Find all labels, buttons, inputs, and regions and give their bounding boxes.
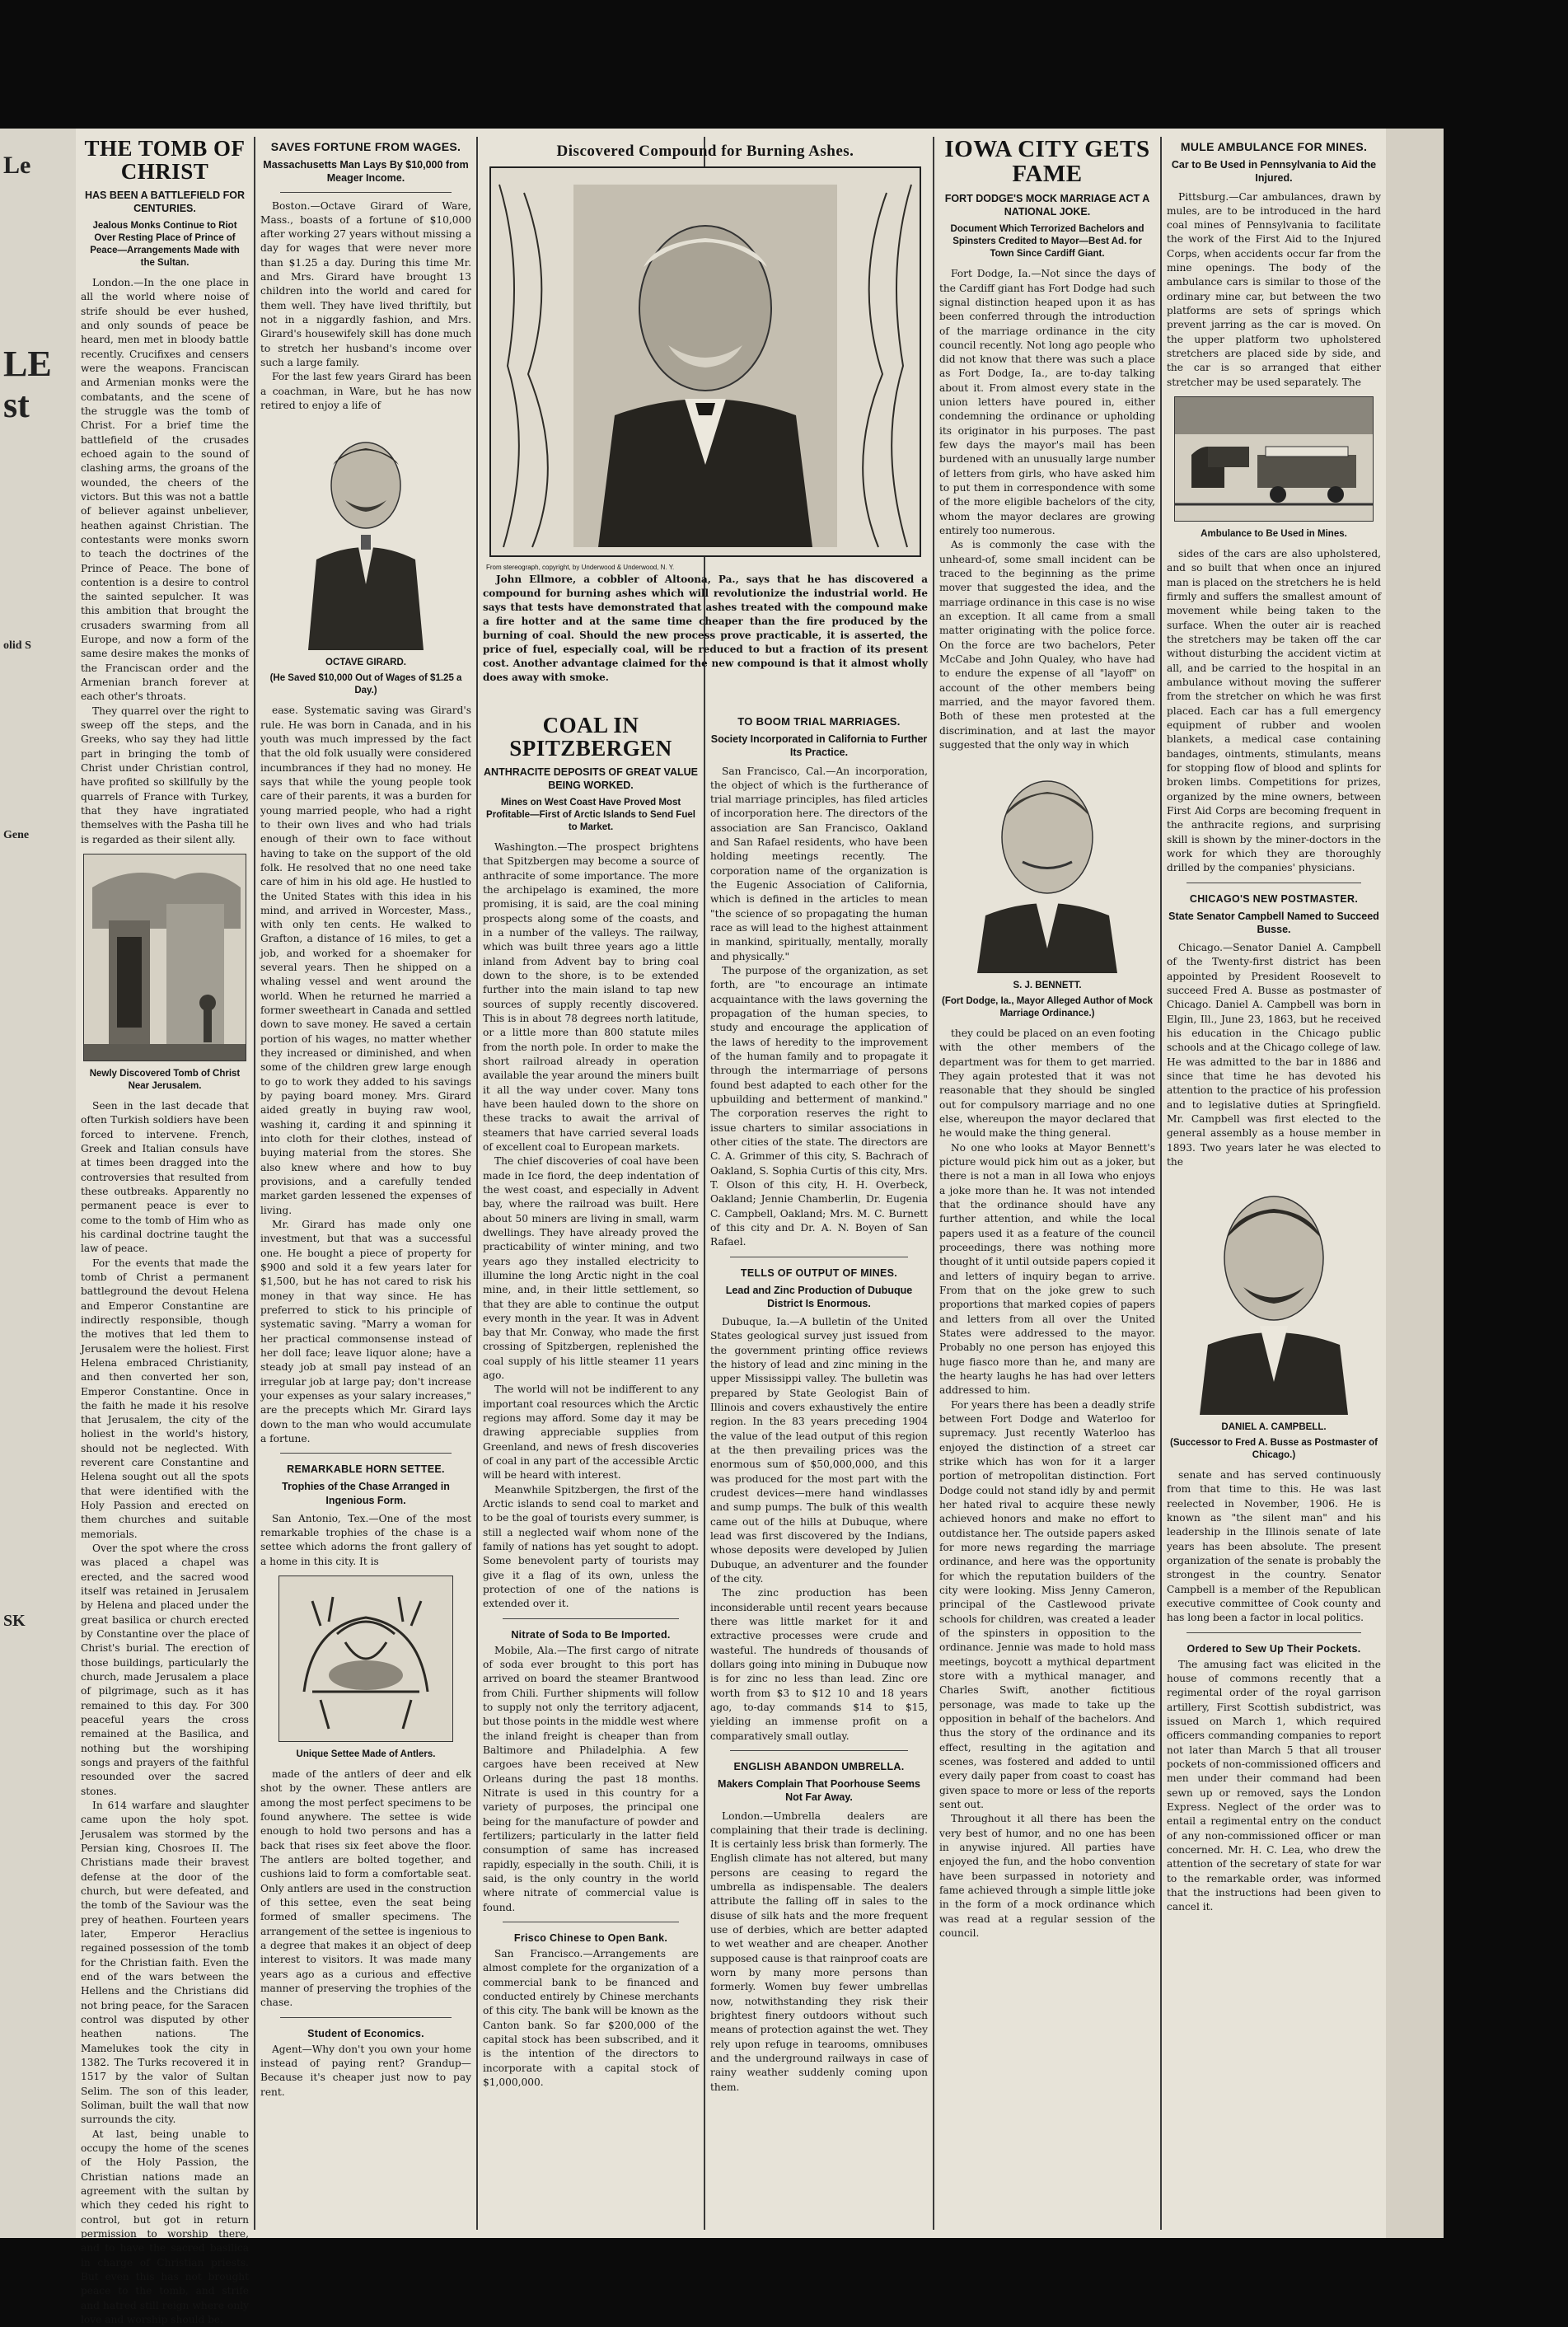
headline: REMARKABLE HORN SETTEE. bbox=[287, 1463, 445, 1476]
headline: Frisco Chinese to Open Bank. bbox=[513, 1931, 668, 1944]
article-paragraph: London.—In the one place in all the world where noise of strife should be ever hushed, and only sounds of peace be heard, men met in bloody battle recently. Crucifixes and censers were the weapons. Franciscan and Armenian monks were the combatants, and the scene of the struggle was the tomb of Christ. For a brief time the battlefield of the crusades echoed again to the sound of clashing arms, the groans of the wounded, the cheers of the victors. But this was not a battle of believer against unbeliever, heathen against Christian. The contestants were monks sworn to teach the doctrines of the Prince of Peace. The bone of contention is a desire to control the sainted sepulcher. It was this ambition that brought the crusaders swarming from all Europe, and now a form of the same desire makes the monks of the Franciscan order and the Armenian branch forever at each other's throats. bbox=[81, 276, 249, 703]
article-paragraph: The chief discoveries of coal have been made in Ice fiord, the deep indentation of the west coast, and especially in Advent bay, where the railroad was built. Here about 50 miners are living in small, warm dwellings. They have already proved the practicability of winter mining, and two years ago they installed electricity to illumine the long Arctic night in the coal mine, and, in their little settlement, so that they are able to continue the output every month in the year. It was in Advent bay that Mr. Conway, who made the first crossing of Spitzbergen, replenished the coal supply of his little steamer 11 years ago. bbox=[483, 1155, 699, 1382]
picture-caption: Ambulance to Be Used in Mines. bbox=[1201, 529, 1347, 540]
article-paragraph: As is commonly the case with the unheard-of, some small incident can be traced to the beginning as the prime mover that suggested the idea, and the marriage ordinance in this case is no wise an exception. It all came from a small matter originating with the police force. On the force are two bachelors, Peter McCabe and John Qualey, who have had to endure the expense of all "layoff" on account of the other members being married, and the mayor favored them. Both of these men protested at the discrimination, and at last the mayor suggested that the only way in which bbox=[939, 539, 1155, 751]
portrait-subcaption: (He Saved $10,000 Out of Wages of $1.25 a Day.) bbox=[269, 673, 462, 696]
subheadline: ANTHRACITE DEPOSITS OF GREAT VALUE BEING WORKED. bbox=[484, 766, 698, 791]
article-paragraph: San Antonio, Tex.—One of the most remarkable trophies of the chase is a settee which adorns the front gallery of a home in this city. It is bbox=[260, 1512, 471, 1567]
margin-fragment: Gene bbox=[3, 829, 30, 841]
subheadline: Car to Be Used in Pennsylvania to Aid the Injured. bbox=[1171, 159, 1377, 185]
subheadline: Massachusetts Man Lays By $10,000 from Meager Income. bbox=[263, 159, 469, 185]
article-paragraph: Fort Dodge, Ia.—Not since the days of the Cardiff giant has Fort Dodge had such signal distinction heaped upon it as has been conferred through the introduction of the marriage ordinance in the city council recently. Not long ago people who did not know that there was such a place as Fort Dodge, Ia., are to-day talking about it. From almost every state in the union letters have poured in, either condemning the ordinance or upholding its originator in his purposes. The past few days the mayor's mail has been burdened with an unusually large number of letters from girls, who have asked him to put them in correspondence with some of the more eligible bachelors of the city, whom the mayor declares are growing entirely too numerous. bbox=[939, 268, 1155, 537]
article-paragraph: Seen in the last decade that often Turkish soldiers have been forced to intervene. French, Greek and Italian consuls have at times been dragged into the controversies that resulted from these outbreaks. Apparently no permanent peace is ever to come to the tomb of Him who as his cardinal doctrine taught the law of peace. bbox=[81, 1099, 249, 1255]
portrait-caption: S. J. BENNETT. bbox=[1013, 981, 1082, 991]
headline: Student of Economics. bbox=[307, 2027, 424, 2039]
octave-girard-portrait bbox=[283, 419, 448, 650]
subheadline: Makers Complain That Poorhouse Seems Not Far Away. bbox=[718, 1778, 920, 1804]
headline: ENGLISH ABANDON UMBRELLA. bbox=[733, 1761, 905, 1772]
article-paragraph: Dubuque, Ia.—A bulletin of the United States geological survey just issued from the government printing office reviews the history of lead and zinc mining in the upper Mississippi valley. The bulletin was prepared by State Geologist Bain of Illinois and covers exhaustively the entire region. In the 83 years preceding 1904 the value of the lead output of this region at the then prevailing prices was the enormous sum of $50,000,000, and this was produced for the most part with the crudest devices—mere hand windlasses and sump pumps. The bulk of this wealth came out of the hills at Dubuque, where lead was first discovered by the Indians, whose deposits were developed by Julien Dubuque, an adventurer and the founder of the city. bbox=[710, 1316, 928, 1585]
margin-fragment: olid S bbox=[3, 639, 31, 652]
divider bbox=[730, 1750, 908, 1751]
picture-caption: Unique Settee Made of Antlers. bbox=[296, 1749, 436, 1760]
headline: COAL IN SPITZBERGEN bbox=[509, 713, 672, 761]
headline: Nitrate of Soda to Be Imported. bbox=[511, 1628, 671, 1641]
article-paragraph: made of the antlers of deer and elk shot by the owner. These antlers are among the most perfect specimens to be found anywhere. The settee is wide enough to hold two persons and has a back that rises six feet above the floor. The antlers are bolted together, and cushions laid to form a comfortable seat. Only antlers are used in the construction of this settee, even the seat being formed of smaller specimens. The arrangement of the settee is ingenious to a degree that makes it an object of deep interest to visitors. It was made many years ago as a curious and effective manner of preserving the trophies of the chase. bbox=[260, 1768, 471, 2009]
picture-caption: Newly Discovered Tomb of Christ Near Jerusalem. bbox=[89, 1069, 241, 1091]
column-saves-fortune bbox=[255, 129, 476, 2238]
article-paragraph: San Francisco.—Arrangements are almost complete for the organization of a commercial bank to be financed and conducted entirely by Chinese merchants of this city. The bank will be known as the Canton bank. So far $200,000 of the capital stock has been subscribed, and it is the intention of the directors to incorporate with a capital stock of $1,000,000. bbox=[483, 1947, 699, 2088]
article-paragraph: At last, being unable to occupy the home of the scenes of the Holy Passion, the Christian nations made an agreement with the sultan by which they ceded his right to control, but got in return permission to worship there, and to have the sacred basilica in charge of Christian priests. But even this has not brought peace to the tomb, and strife and hatred still reign where only love and worship should be. bbox=[81, 2128, 249, 2325]
photo-caption: John Ellmore, a cobbler of Altoona, Pa., says that he has discovered a compound for burning ashes which will revolutionize the industrial world. He says that tests have demonstrated that ashes treated with the compound make a fire hotter and at the same time cheaper than the fire produced by the burning of coal. Should the new process prove practicable, it is asserted, the price of fuel, especially coal, will be reduced to but a fraction of its present cost. Another advantage claimed for the new compound is that it almost wholly does away with smoke. bbox=[483, 573, 928, 684]
subheadline: FORT DODGE'S MOCK MARRIAGE ACT A NATIONAL JOKE. bbox=[944, 192, 1150, 218]
divider bbox=[503, 1618, 679, 1619]
divider bbox=[1187, 1632, 1361, 1633]
article-paragraph: sides of the cars are also upholstered, and so built that when once an injured man is placed on the stretchers he is held firmly and suffers the smallest amount of movement while being taken to the surface. When the outer air is reached the stretchers may be taken off the car without disturbing the accident victim at all, and be carried to the hospital in an ambulance without moving the sufferer from the stretcher on which he was first placed. Each car has a full emergency equipment of rubber and woolen blankets, a medical case containing bandages, ointments, stimulants, means for stopping flow of blood and splints for broken limbs. Competitions for prizes, organized by the mine owners, between First Aid Corps are becoming frequent in the anthracite regions, and surprising skill is shown by the miner-doctors in the work for which they are thoroughly drilled by the companies' physicians. bbox=[1167, 548, 1381, 874]
compound-for-burning-ashes bbox=[478, 129, 933, 697]
article-paragraph: No one who looks at Mayor Bennett's picture would pick him out as a joker, but there is not a man in all Iowa who enjoys a joke more than he. It was not intended that the ordinance should have any further attention, and while the local papers used it as a feature of the council proceedings, there was nothing more thought of it until outside papers copied it and letters of inquiry began to arrive. From that on the joke grew to such proportions that marked copies of papers and letters from all over the United States were addressed to the mayor. Probably no one person has enjoyed this huge fiasco more than he, and many are the hearty laughs he has had over letters addressed to him. bbox=[939, 1141, 1155, 1397]
headline: THE TOMB OF CHRIST bbox=[84, 136, 246, 185]
deck: Mines on West Coast Have Proved Most Profitable—First of Arctic Islands to Send Fuel to Market. bbox=[486, 798, 695, 833]
antler-settee-illustration bbox=[278, 1576, 453, 1742]
article-paragraph: London.—Umbrella dealers are complaining that their trade is declining. It is certainly less brisk than formerly. The English climate has not altered, but many persons are ceasing to regard the umbrella as indispensable. The dealers attribute the falling off in sales to the disuse of silk hats and the more frequent use of derbies, which are better adapted to wet weather and are cheaper. Another supposed cause is that rainproof coats are worn by many more persons than formerly. Women buy fewer umbrellas now, notwithstanding they risk their brightest finery outdoors without such means of protection against the wet. They rely upon refuge in tearooms, omnibuses and the underground railways in case of rainy weather suddenly coming upon them. bbox=[710, 1810, 928, 2093]
article-paragraph: They quarrel over the right to sweep off the steps, and the Greeks, who say they had little part in bringing the tomb of Christ under Christian control, have profited so skillfully by the quarrels of France with Turkey, that they have ingratiated themselves with the Pasha till he is regarded as their silent ally. bbox=[81, 705, 249, 845]
headline: TO BOOM TRIAL MARRIAGES. bbox=[737, 715, 901, 728]
portrait-subcaption: (Fort Dodge, Ia., Mayor Alleged Author of Mock Marriage Ordinance.) bbox=[942, 996, 1153, 1019]
article-paragraph: Chicago.—Senator Daniel A. Campbell of the Twenty-first district has been appointed by President Roosevelt to succeed Fred A. Busse as postmaster of Chicago. Daniel A. Campbell was born in Elgin, Ill., June 23, 1863, but he received his education in the Chicago public schools and at the Chicago college of law. He was admitted to the bar in 1886 and since that time he has devoted his attention to the practice of his profession and to legislative duties at Springfield. Mr. Campbell was first elected to the general assembly as a house member in 1893. Two years later he was elected to the bbox=[1167, 942, 1381, 1168]
deck: Document Which Terrorized Bachelors and Spinsters Credited to Mayor—Best Ad. for Town Since Cardiff Giant. bbox=[950, 224, 1144, 260]
article-paragraph: senate and has served continuously from that time to this. He was last reelected in November, 1906. He is known as "the silent man" and his leadership in the Illinois senate of late years has been absolute. The present organization of the senate is probably the strongest in the country. Senator Campbell is a member of the Republican executive committee of Cook county and has long been a factor in local politics. bbox=[1167, 1469, 1381, 1624]
portrait-caption: OCTAVE GIRARD. bbox=[325, 658, 406, 668]
headline: Ordered to Sew Up Their Pockets. bbox=[1187, 1642, 1361, 1655]
headline: IOWA CITY GETS FAME bbox=[944, 136, 1150, 188]
article-paragraph: Washington.—The prospect brightens that Spitzbergen may become a source of anthracite of some importance. The more the archipelago is examined, the more promising, it is said, are the coal mining prospects along some of the coasts, and in a number of the valleys. The railway, which was built three years ago a little inland from Advent bay to bring coal down to the shore, is to be extended further into the main island to tap new sources of supply recently discovered. This is in about 78 degrees north latitude, or a little more than 800 statute miles from the north pole. In order to make the short railroad already in operation available the year around the miners built it all the way under cover. Many tons have been hauled down to the shore on these tracks to await the arrival of steamers that have carried several loads of excellent coal to European markets. bbox=[483, 841, 699, 1153]
article-paragraph: ease. Systematic saving was Girard's rule. He was born in Canada, and in his youth was much impressed by the fact that the old folk usually were considered incumbrances if they had no money. He says that while the young people took care of their parents, it was a burden for young married people, who had a right to their own lives and who had trials enough of their own to face without having to take on the support of the old folk. He resolved that no one need take care of him in his old age. He hustled to the United States with this idea in his mind, and arrived in Worcester, Mass., with only ten cents. He walked to Grafton, a distance of 16 miles, to get a job, and worked for a shoemaker for several years. Then he shipped on a whaling vessel and went around the world. When he returned he married a former sweetheart in Canada and settled down to save money. He saved a certain portion of his wages, no matter whether they increased or diminished, and when some of the children grew large enough to go to work they added to his savings by paying board money. Mrs. Girard aided greatly in buying raw wool, washing it, carding it and spinning it into cloth for their clothes, instead of buying material from the stores. She also knew where and how to buy provisions, and a carefully tended market garden lessened the expenses of living. bbox=[260, 705, 471, 1216]
subheadline: HAS BEEN A BATTLEFIELD FOR CENTURIES. bbox=[85, 189, 245, 214]
column-coal-in-spitzbergen bbox=[478, 705, 704, 2238]
portrait-caption: DANIEL A. CAMPBELL. bbox=[1221, 1422, 1327, 1433]
column-iowa-city-fame bbox=[934, 129, 1160, 2238]
john-ellmore-portrait bbox=[489, 166, 921, 557]
mine-ambulance-illustration bbox=[1174, 396, 1374, 522]
newspaper-page bbox=[76, 129, 1386, 2325]
article-paragraph: For the last few years Girard has been a coachman, in Ware, but he has now retired to enjoy a life of bbox=[260, 371, 471, 412]
adjacent-page-edge bbox=[0, 129, 76, 2238]
article-paragraph: Mobile, Ala.—The first cargo of nitrate of soda ever brought to this port has arrived on board the steamer Brantwood from Chili. Further shipments will follow to supply not only the territory adjacent, but those points in the middle west where the inland freight is cheaper than from Baltimore and Philadelphia. A few cargoes have been received at New Orleans during the past 18 months. Nitrate is used in this country for a variety of purposes, the principal one being for the manufacture of powder and fertilizers; particularly in the latter field consumption of same has increased rapidly, especially in the south. Chili, it is said, is the only country in the world where nitrate of commercial value is found. bbox=[483, 1644, 699, 1913]
article-paragraph: In 614 warfare and slaughter came upon the holy spot. Jerusalem was stormed by the Persian king, Chosroes II. The Christians made their bravest defense at the door of the church, but were defeated, and the tomb of the Saviour was the prey of heathen. Fourteen years later, Emperor Heraclius regained possession of the tomb for the Christian faith. Even the end of the wars between the Hellens and the Christians did not bring peace, for the Saracen control was disputed by other heathen nations. The Mamelukes took the city in 1382. The Turks recovered it in 1517 by the valor of Sultan Selim. The son of this leader, Soliman, built the wall that now surrounds the city. bbox=[81, 1800, 249, 2126]
article-paragraph: Throughout it all there has been the very best of humor, and no one has been in anywise injured. All parties have enjoyed the fun, and the hobo convention have been surpassed in notoriety and fame achieved through a simple little joke in the form of a mock ordinance which was read at a regular session of the council. bbox=[939, 1813, 1155, 1939]
column-tomb-of-christ bbox=[76, 129, 254, 2325]
article-paragraph: The zinc production has been inconsiderable until recent years because there was little market for it and extractive processes were crude and wasteful. The hundreds of thousands of dollars going into mining in Dubuque now is for zinc no less than lead. Zinc ore worth from $3 to $12 10 and 18 years ago, to-day commands $14 to $15, yielding an immense profit on a comparatively small outlay. bbox=[710, 1587, 928, 1742]
headline: MULE AMBULANCE FOR MINES. bbox=[1180, 140, 1368, 153]
column-mule-ambulance bbox=[1162, 129, 1386, 2238]
margin-fragment: Le bbox=[3, 152, 31, 179]
photo-credit: From stereograph, copyright, by Underwood & Underwood, N. Y. bbox=[486, 563, 675, 571]
article-paragraph: Over the spot where the cross was placed a chapel was erected, and the sacred wood itself was retained in Jerusalem by Helena and placed under the great basilica or church erected by Constantine over the place of Christ's burial. The erection of those buildings, particularly the church, made Jerusalem a place of pilgrimage, such as it has remained to this day. For 300 peaceful years the cross remained at the Basilica, and nothing but the worshiping songs and prayers of the faithful resounded over the sacred stones. bbox=[81, 1543, 249, 1797]
margin-fragment: LE bbox=[3, 344, 52, 384]
subheadline: Trophies of the Chase Arranged in Ingenious Form. bbox=[282, 1481, 450, 1506]
article-paragraph: they could be placed on an even footing with the other members of the department was for them to get married. They again protested that it was not reasonable that they should be singled out for compulsory marriage and no one else, whereupon the mayor declared that he would make the thing general. bbox=[939, 1028, 1155, 1140]
margin-fragment: st bbox=[3, 385, 30, 425]
article-paragraph: Meanwhile Spitzbergen, the first of the Arctic islands to send coal to market and to be the goal of tourists every summer, is still a neglected waif whom none of the family of nations has yet sought to adopt. Some benevolent party of tourists may give it a flag of its own, unless the protection of one of the nations is extended over it. bbox=[483, 1483, 699, 1610]
sj-bennett-portrait bbox=[957, 759, 1138, 973]
headline: SAVES FORTUNE FROM WAGES. bbox=[270, 140, 461, 153]
column-trial-marriages bbox=[705, 705, 933, 2238]
article-paragraph: Pittsburg.—Car ambulances, drawn by mules, are to be introduced in the hard coal mines of Pennsylvania to facilitate the work of the First Aid to the Injured Corps, when accidents occur far from the mine openings. The body of the ambulance cars is similar to those of the ordinary mine car, but between the two platforms are sets of springs which prevent jarring as the car is moved. On the upper platform two upholstered stretchers are placed side by side, and the car is so arranged that either stretcher may be used separately. The bbox=[1167, 190, 1381, 388]
headline: CHICAGO'S NEW POSTMASTER. bbox=[1189, 892, 1359, 905]
divider bbox=[280, 1453, 452, 1454]
subheadline: State Senator Campbell Named to Succeed Busse. bbox=[1168, 910, 1379, 935]
article-paragraph: Mr. Girard has made only one investment, but that was a successful one. He bought a piece of property for $900 and sold it a few years later for $1,500, but he has not cared to risk his money in that way since. He has preferred to stick to his principle of systematic saving. "Marry a woman for her practical commonsense instead of her doll face; leave liquor alone; have a steady job at small pay instead of an irregular job at large pay; don't increase your expenses as your salary increases," are the precepts which Mr. Girard lays down to the man who would accumulate a fortune. bbox=[260, 1219, 471, 1444]
article-paragraph: For the events that made the tomb of Christ a permanent battleground the devout Helena and Emperor Constantine are indirectly responsible, though the motives that led them to Jerusalem were the holiest. First Helena embraced Christianity, and then converted her son, Emperor Constantine. Once in the faith he made it his resolve that Jerusalem, the city of the holiest in the world's history, should not be neglected. With reverent care Constantine and Helena sought out all the spots that were identified with the Holy Passion and erected on them churches and suitable memorials. bbox=[81, 1257, 249, 1540]
article-paragraph: The world will not be indifferent to any important coal resources which the Arctic regions may afford. Some day it may be drawing appreciable supplies from Greenland, and news of fresh discoveries of coal in any part of the accessible Arctic will be heard with interest. bbox=[483, 1384, 699, 1482]
subheadline: Society Incorporated in California to Further Its Practice. bbox=[710, 733, 928, 759]
deck: Jealous Monks Continue to Riot Over Resting Place of Prince of Peace—Arrangements Made with the Sultan. bbox=[90, 221, 240, 268]
divider bbox=[280, 192, 452, 193]
article-paragraph: For years there has been a deadly strife between Fort Dodge and Waterloo for supremacy. Just recently Waterloo has enjoyed the distinction of a street car strike which has won for it a larger portion of metropolitan distinction. Fort Dodge could not stand idly by and permit her hated rival to acquire these newly achieved honors and make no effort to outdistance her. The outside papers asked for more news regarding the marriage ordinance, and here was the opportunity for which the reputation builders of the city were looking. Miss Jenny Cameron, principal of the Castlewood private schools for children, was created a leader of the spinsters in opposition to the ordinance. Jennie was made to hold mass meetings, boycott a mythical department store with a mythical manager, and Charles Swift, another fictitious personage, was made to take up the opposition in behalf of the bachelors. And thus the story of the ordinance and its effect, resulting in the agitation and scenes, was fostered and added to until every daily paper from coast to coast has given space to more or less of the reports sent out. bbox=[939, 1398, 1155, 1810]
article-paragraph: Agent—Why don't you own your home instead of paying rent? Grandup—Because it's cheaper just now to pay rent. bbox=[260, 2043, 471, 2098]
page-margin bbox=[1386, 129, 1444, 2238]
tomb-illustration bbox=[83, 854, 246, 1061]
daniel-campbell-portrait bbox=[1179, 1176, 1369, 1415]
divider bbox=[280, 2017, 452, 2018]
subheadline: Lead and Zinc Production of Dubuque District Is Enormous. bbox=[725, 1284, 913, 1309]
article-paragraph: Boston.—Octave Girard of Ware, Mass., boasts of a fortune of $10,000 after working 27 years without missing a day for wages that were never more than $1.25 a day. During this time Mr. and Mrs. Girard have brought 13 children into the world and cared for them well. They have lived thriftily, but not in a niggardly fashion, and Mrs. Girard's housewifely skill has done much to stretch her husband's income over such a large family. bbox=[260, 199, 471, 369]
article-paragraph: The amusing fact was elicited in the house of commons recently that a regimental order of the royal garrison artillery, First Scottish subdistrict, was issued on March 1, which required officers commanding companies to report not later than March 5 that all trouser pockets of non-commissioned officers and men under their command had been sewn up or removed, says the London Express. Neglect of the order was to entail a regimental entry on the conduct of any non-commissioned officer or man concerned. Mr. H. C. Lea, who drew the attention of the secretary of state for war to the remarkable order, was informed that the instructions had been given to cancel it. bbox=[1167, 1658, 1381, 1913]
margin-fragment: SK bbox=[3, 1612, 26, 1630]
article-paragraph: The purpose of the organization, as set forth, are "to encourage an intimate acquaintance with the laws governing the propagation of the human species, to study and encourage the application of the laws of heredity to the improvement of the human family and to propagate it through the intermarriage of persons found best adapted to each other for the upbuilding and betterment of mankind." The corporation reserves the right to issue charters to similar associations in other cities of the state. The directors are C. A. Grimmer of this city, S. Bachrach of Oakland, S. Sophia Curtis of this city, Mrs. T. Olson of this city, H. H. Overbeck, Oakland; Jennie Chamberlin, Dr. Eugenia C. Campbell, Oakland; Mrs. M. C. Burnett of this city and Dr. A. N. Boyen of San Rafael. bbox=[710, 965, 928, 1248]
headline: Discovered Compound for Burning Ashes. bbox=[556, 143, 854, 160]
article-paragraph: San Francisco, Cal.—An incorporation, the object of which is the furtherance of trial marriage principles, has filed articles of incorporation here. The directors of the association are San Francisco, Oakland and San Rafael residents, who have been holding meetings recently. The corporation name of the organization is the Eugenic Association of California, which is defined in the articles to mean "the science of so propagating the human race as will lead to the highest attainment in mankind, spiritually, mentally, morally and physically." bbox=[710, 765, 928, 962]
portrait-subcaption: (Successor to Fred A. Busse as Postmaster of Chicago.) bbox=[1169, 1438, 1378, 1461]
headline: TELLS OF OUTPUT OF MINES. bbox=[740, 1267, 898, 1279]
